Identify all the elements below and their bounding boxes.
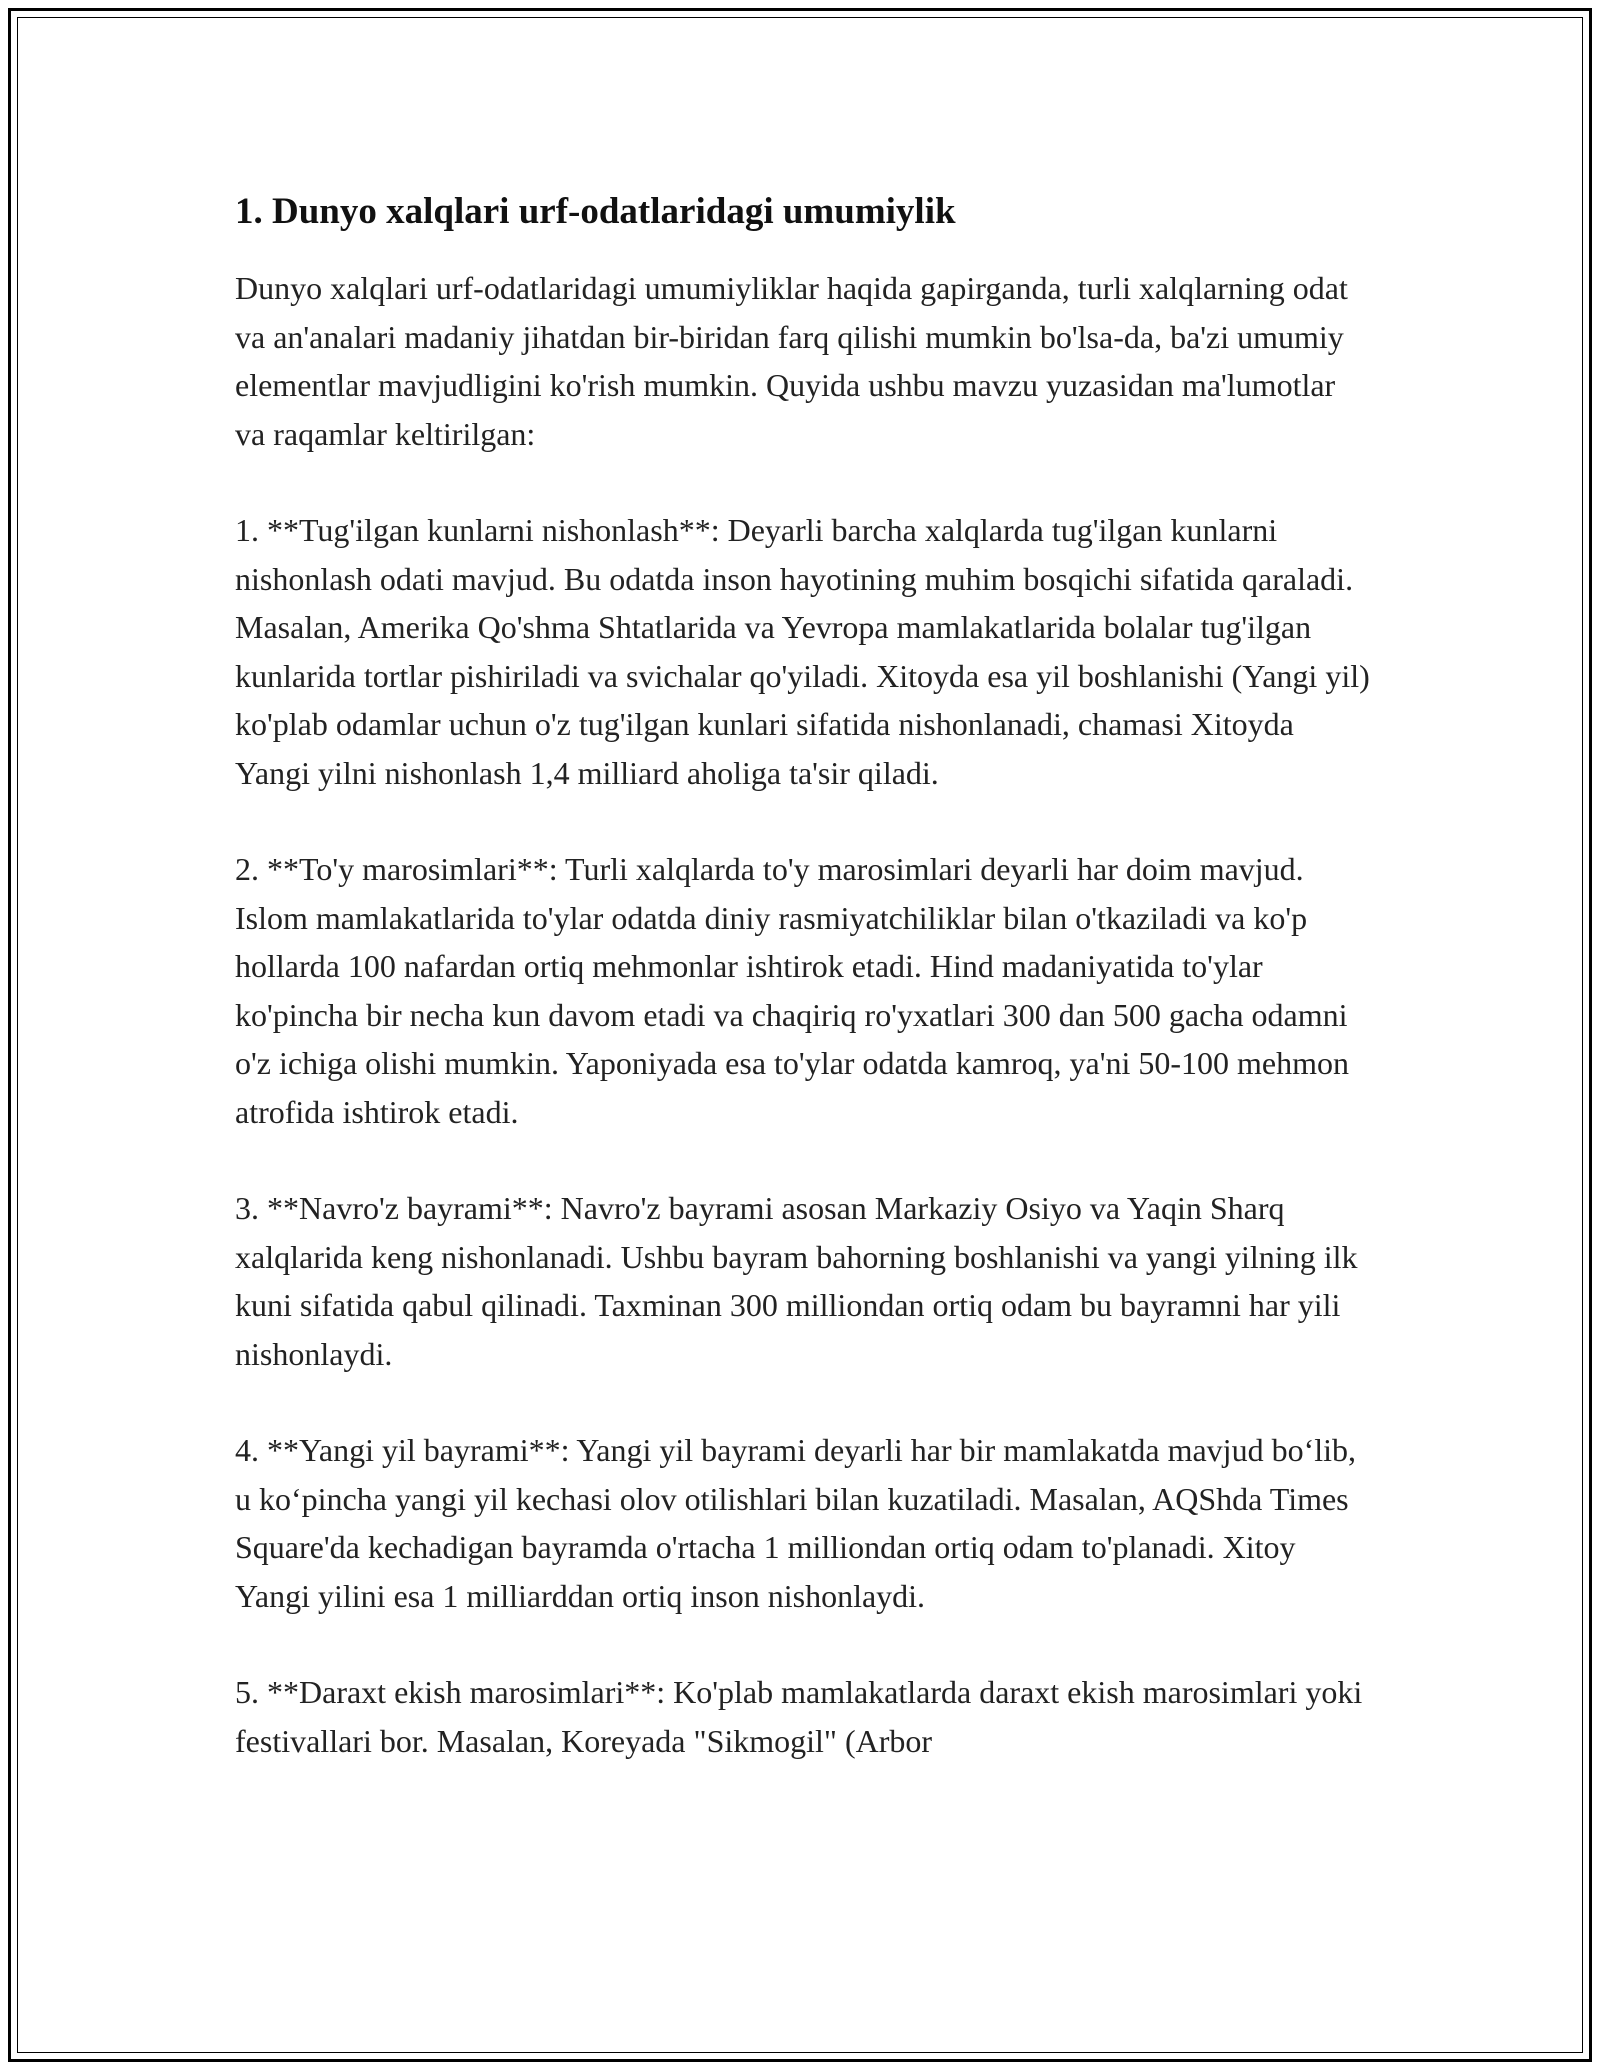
section-heading: 1. Dunyo xalqlari urf-odatlaridagi umumiylik bbox=[235, 191, 956, 232]
intro-paragraph: Dunyo xalqlari urf-odatlaridagi umumiyliklar haqida gapirganda, turli xalqlarning odat va an'analari madaniy jihatdan bir-biridan farq qilishi mumkin bo'lsa-da, ba'zi umumiy elementlar mavjudligini ko'rish mumkin. Quyida ushbu mavzu yuzasidan ma'lumotlar va raqamlar keltirilgan: bbox=[235, 270, 1348, 452]
list-item-birthdays: 1. **Tug'ilgan kunlarni nishonlash**: Deyarli barcha xalqlarda tug'ilgan kunlarni nishonlash odati mavjud. Bu odatda inson hayotining muhim bosqichi sifatida qaraladi. Masalan, Amerika Qo'shma Shtatlarida va Yevropa mamlakatlarida bolalar tug'ilgan kunlarida tortlar pishiriladi va svichalar qo'yiladi. Xitoyda esa yil boshlanishi (Yangi yil) ko'plab odamlar uchun o'z tug'ilgan kunlari sifatida nishonlanadi, chamasi Xitoyda Yangi yilni nishonlash 1,4 milliard aholiga ta'sir qiladi. bbox=[235, 512, 1370, 791]
list-item-tree-planting: 5. **Daraxt ekish marosimlari**: Ko'plab mamlakatlarda daraxt ekish marosimlari yoki festivallari bor. Masalan, Koreyada "Sikmogil" (Arbor bbox=[235, 1674, 1363, 1759]
list-item-weddings: 2. **To'y marosimlari**: Turli xalqlarda to'y marosimlari deyarli har doim mavjud. Islom mamlakatlarida to'ylar odatda diniy rasmiyatchiliklar bilan o'tkaziladi va ko'p hollarda 100 nafardan ortiq mehmonlar ishtirok etadi. Hind madaniyatida to'ylar ko'pincha bir necha kun davom etadi va chaqiriq ro'yxatlari 300 dan 500 gacha odamni o'z ichiga olishi mumkin. Yaponiyada esa to'ylar odatda kamroq, ya'ni 50-100 mehmon atrofida ishtirok etadi. bbox=[235, 851, 1349, 1130]
list-item-new-year: 4. **Yangi yil bayrami**: Yangi yil bayrami deyarli har bir mamlakatda mavjud bo‘lib, u ko‘pincha yangi yil kechasi olov otilishlari bilan kuzatiladi. Masalan, AQShda Times Square'da kechadigan bayramda o'rtacha 1 milliondan ortiq odam to'planadi. Xitoy Yangi yilini esa 1 milliarddan ortiq inson nishonlaydi. bbox=[235, 1432, 1356, 1614]
document-body bbox=[235, 184, 1370, 1813]
list-item-navruz: 3. **Navro'z bayrami**: Navro'z bayrami asosan Markaziy Osiyo va Yaqin Sharq xalqlarida keng nishonlanadi. Ushbu bayram bahorning boshlanishi va yangi yilning ilk kuni sifatida qabul qilinadi. Taxminan 300 milliondan ortiq odam bu bayramni har yili nishonlaydi. bbox=[235, 1190, 1358, 1372]
